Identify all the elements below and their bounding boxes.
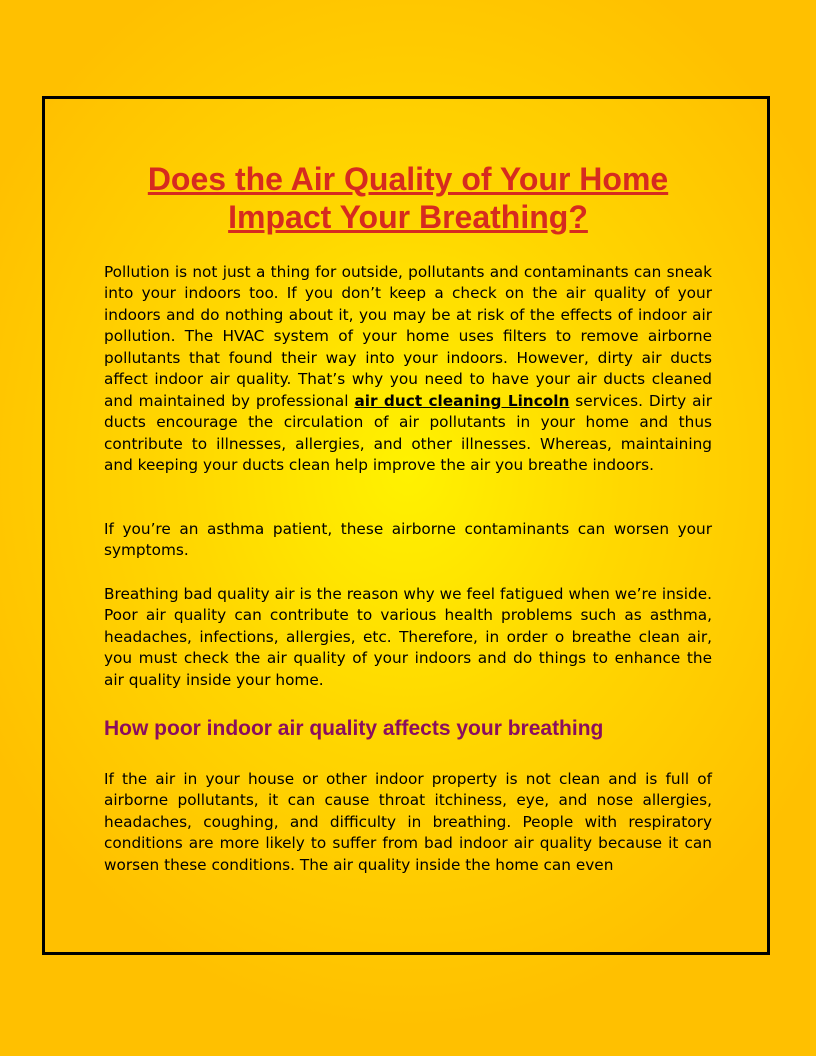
paragraph-bad-air: Breathing bad quality air is the reason why we feel fatigued when we’re inside. Poor air quality can contribute to various health problems such as asthma, headaches, infections, allergies, etc. Therefore, in order o breathe clean air, you must check the air quality of your indoors and do things to enhance the air quality inside your home. xyxy=(104,585,712,689)
paragraph-intro-text-after-link: services. Dirty air ducts encourage the circulation of air pollutants in your home and thus contribute to illnesses, allergies, and other illnesses. Whereas, maintaining and keeping your ducts clean help improve the air you breathe indoors. xyxy=(104,391,712,475)
section-subheading: How poor indoor air quality affects your breathing xyxy=(104,717,604,740)
paragraph-asthma: If you’re an asthma patient, these airborne contaminants can worsen your symptoms. xyxy=(104,520,712,560)
paragraph-intro xyxy=(104,262,712,477)
paragraph-effects: If the air in your house or other indoor property is not clean and is full of airborne pollutants, it can cause throat itchiness, eye, and nose allergies, headaches, coughing, and difficulty in breathing. People with respiratory conditions are more likely to suffer from bad indoor air quality because it can worsen these conditions. The air quality inside the home can even xyxy=(104,770,712,874)
page-title: Does the Air Quality of Your Home Impact Your Breathing? xyxy=(147,161,669,235)
air-duct-cleaning-link[interactable]: air duct cleaning Lincoln xyxy=(354,391,570,410)
paragraph-intro-text-before-link: Pollution is not just a thing for outside, pollutants and contaminants can sneak into your indoors too. If you don’t keep a check on the air quality of your indoors and do nothing about it, you may be at risk of the effects of indoor air pollution. The HVAC system of your home uses filters to remove airborne pollutants that found their way into your indoors. However, dirty air ducts affect indoor air quality. That’s why you need to have your air ducts cleaned and maintained by professional xyxy=(104,263,712,410)
